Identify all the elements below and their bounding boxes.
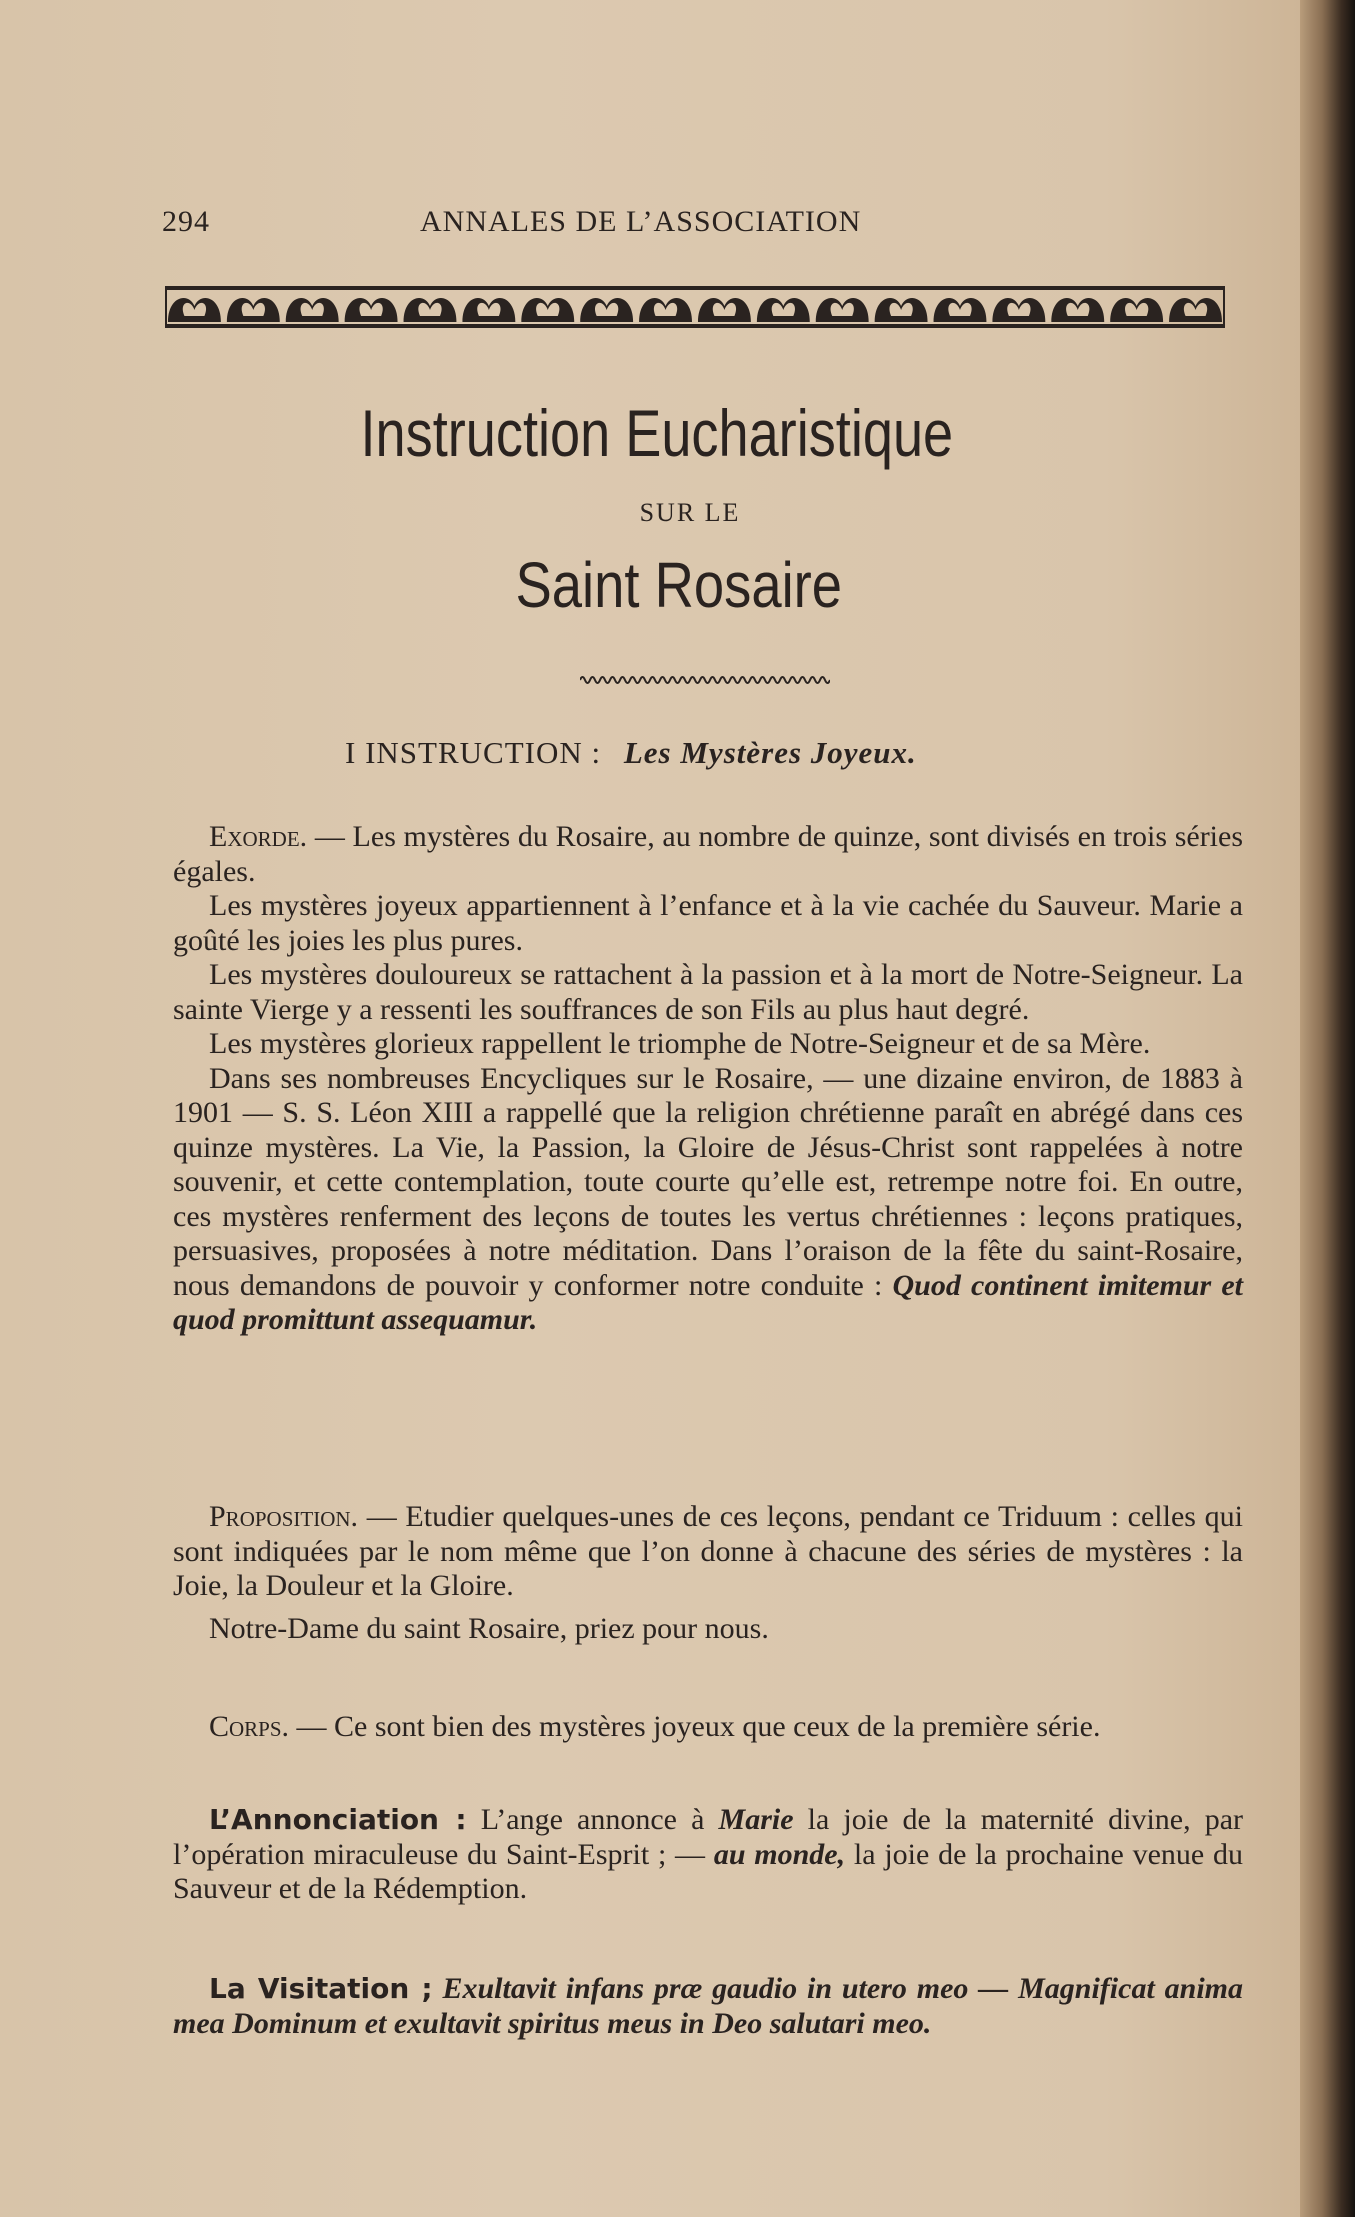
ornament-leaf-icon bbox=[521, 298, 574, 322]
prayer-line: Notre-Dame du saint Rosaire, priez pour nous. bbox=[209, 1611, 769, 1645]
section-heading bbox=[345, 735, 1245, 771]
proposition-text: Proposition. — Etudier quelques-unes de ces leçons, pendant ce Triduum : celles qui sont indiquées par le nom même que l’on donne à chacune des séries de mystères : la Joie, la Douleur et la Gloire. bbox=[173, 1500, 1243, 1602]
ornament-leaf-icon bbox=[934, 298, 987, 322]
ornament-leaf-icon bbox=[345, 298, 398, 322]
exorde-p5: Dans ses nombreuses Encycliques sur le Rosaire, — une dizaine environ, de 1883 à 1901 — S. S. Léon XIII a rappellé que la religion chrétienne paraît en abrégé dans ces quinze mystères. La Vie, la Passion, la Gloire de Jésus-Christ sont rappelées à notre souvenir, et cette contemplation, toute courte qu’elle est, retrempe notre foi. En outre, ces mystères renferment des leçons de toutes les vertus chrétiennes : leçons pratiques, persuasives, proposées à notre méditation. Dans l’oraison de la fête du saint-Rosaire, nous demandons de pouvoir y conformer notre conduite : Quod continent imitemur et quod promittunt assequamur. bbox=[173, 1061, 1243, 1336]
exorde-p2: Les mystères joyeux appartiennent à l’enfance et à la vie cachée du Sauveur. Marie a goûté les joies les plus pures. bbox=[173, 889, 1243, 957]
title-connector: SUR LE bbox=[639, 498, 741, 527]
ornament-leaf-icon bbox=[875, 298, 928, 322]
section-label: I INSTRUCTION : bbox=[345, 735, 602, 770]
ornament-leaf-icon bbox=[580, 298, 633, 322]
book-spine bbox=[1300, 0, 1355, 2217]
exorde-p3: Les mystères douloureux se rattachent à la passion et à la mort de Notre-Seigneur. La sainte Vierge y a ressenti les souffrances de son Fils au plus haut degré. bbox=[173, 958, 1243, 1026]
title-sub: Saint Rosaire bbox=[515, 549, 843, 621]
ornament-leaf-icon bbox=[1169, 298, 1222, 322]
visitation-block bbox=[173, 1972, 1243, 2041]
latin-quote: Quod continent imitemur et quod promittunt assequamur. bbox=[173, 1268, 1243, 1336]
annonciation-text: L’Annonciation : L’ange annonce à Marie la joie de la maternité divine, par l’opération miraculeuse du Saint-Esprit ; — au monde, la joie de la prochaine venue du Sauveur et de la Rédemption. bbox=[173, 1803, 1244, 1905]
ornament-leaf-icon bbox=[698, 298, 751, 322]
ornament-band bbox=[165, 282, 1225, 332]
proposition-block bbox=[173, 1500, 1243, 1646]
ornament-leaf-icon bbox=[816, 298, 869, 322]
page-number: 294 bbox=[162, 205, 210, 238]
ornament-leaf-icon bbox=[462, 298, 515, 322]
exorde-label: Exorde. bbox=[209, 820, 308, 853]
running-title: ANNALES DE L’ASSOCIATION bbox=[420, 205, 862, 238]
ornament-leaf-icon bbox=[168, 298, 221, 322]
corps-block bbox=[173, 1710, 1243, 1745]
visitation-text: La Visitation ; Exultavit infans præ gaudio in utero meo — Magnificat anima mea Dominum et exultavit spiritus meus in Deo salutari meo. bbox=[173, 1972, 1243, 2040]
visitation-label: La Visitation ; bbox=[209, 1972, 433, 2005]
ornament-leaf-icon bbox=[286, 298, 339, 322]
ornament-leaf-icon bbox=[1051, 298, 1104, 322]
exorde-block bbox=[173, 820, 1243, 1338]
section-subject: Les Mystères Joyeux. bbox=[623, 735, 917, 770]
annonciation-label: L’Annonciation : bbox=[209, 1803, 467, 1836]
corps-text: Corps. — Ce sont bien des mystères joyeux que ceux de la première série. bbox=[209, 1710, 1101, 1743]
ornament-leaf-icon bbox=[1110, 298, 1163, 322]
exorde-p1: Exorde. — Les mystères du Rosaire, au nombre de quinze, sont divisés en trois séries égales. bbox=[173, 820, 1244, 888]
ornament-leaf-icon bbox=[227, 298, 280, 322]
ornament-leaf-icon bbox=[757, 298, 810, 322]
proposition-label: Proposition. bbox=[209, 1500, 359, 1533]
corps-label: Corps. bbox=[209, 1710, 290, 1743]
ornament-leaf-icon bbox=[639, 298, 692, 322]
ornament-leaf-icon bbox=[404, 298, 457, 322]
ornament-leaf-icon bbox=[992, 298, 1045, 322]
squiggle-divider bbox=[580, 672, 830, 688]
title-main: Instruction Eucharistique bbox=[360, 396, 954, 470]
exorde-p4: Les mystères glorieux rappellent le triomphe de Notre-Seigneur et de sa Mère. bbox=[209, 1027, 1151, 1060]
annonciation-block bbox=[173, 1803, 1243, 1907]
